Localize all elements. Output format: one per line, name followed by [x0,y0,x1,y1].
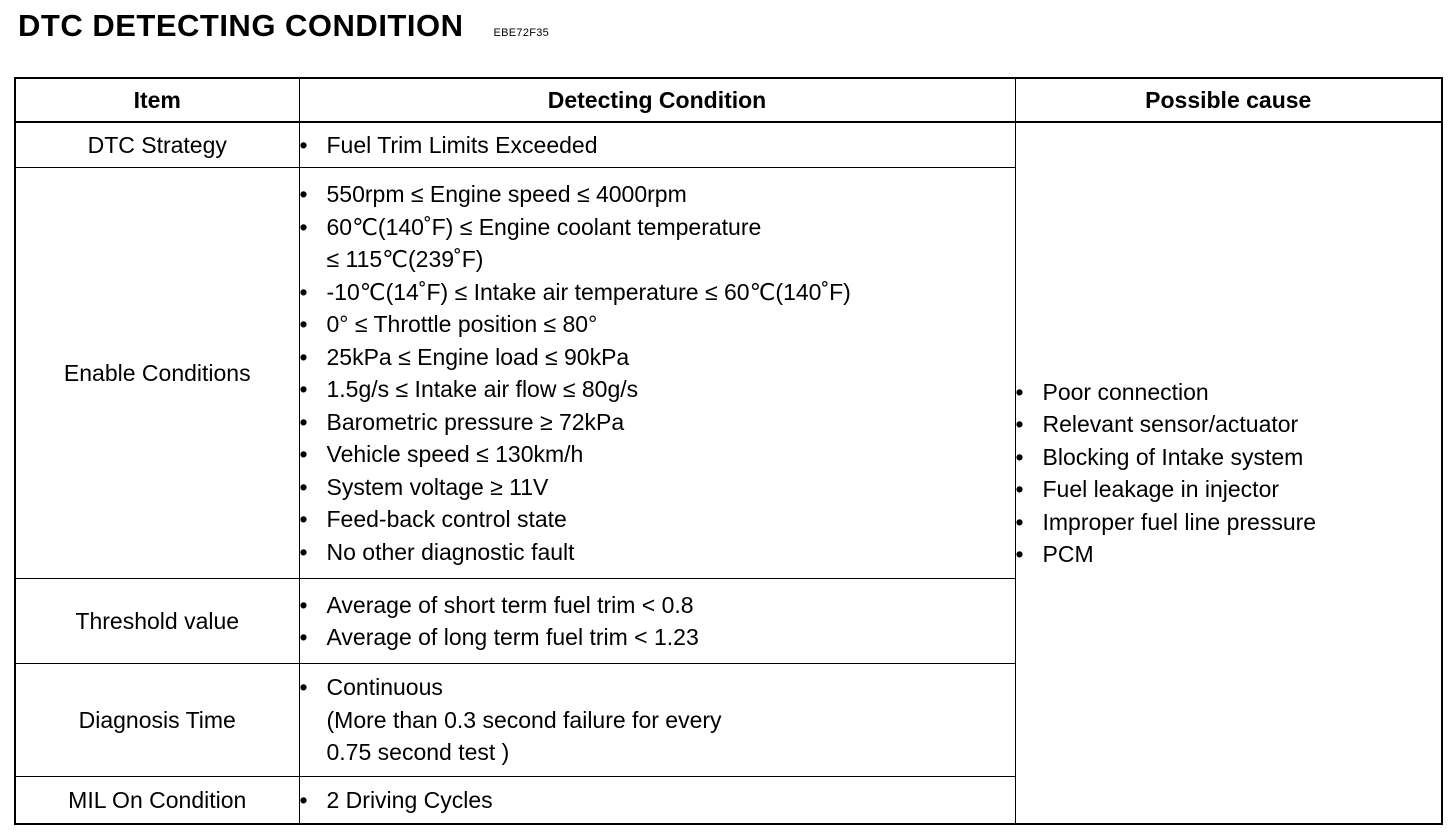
condition-line: • 60℃(140˚F) ≤ Engine coolant temperature [300,211,1015,244]
condition-diagnosis-time [299,664,1015,777]
condition-line: • -10℃(14˚F) ≤ Intake air temperature ≤ 60℃(140˚F) [300,276,1015,309]
condition-line: • System voltage ≥ 11V [300,471,1015,504]
page-title: DTC DETECTING CONDITION [18,8,464,43]
column-header-detecting-condition: Detecting Condition [299,78,1015,122]
condition-line: • Fuel Trim Limits Exceeded [300,129,1015,162]
condition-line: • Barometric pressure ≥ 72kPa [300,406,1015,439]
condition-line: • 550rpm ≤ Engine speed ≤ 4000rpm [300,178,1015,211]
page-header [18,8,549,44]
condition-line-continuation: ≤ 115℃(239˚F) [326,246,484,272]
item-dtc-strategy: DTC Strategy [15,122,299,168]
condition-line-continuation: 0.75 second test ) [326,739,510,766]
item-threshold-value: Threshold value [15,579,299,664]
document-code: EBE72F35 [493,27,550,39]
condition-line-continuation: (More than 0.3 second failure for every [326,706,722,733]
cause-item: • Poor connection [1016,376,1442,409]
condition-dtc-strategy [299,122,1015,168]
condition-line: • 2 Driving Cycles [300,784,1015,817]
condition-line: • Average of short term fuel trim < 0.8 [300,589,1015,622]
cause-item: • PCM [1016,538,1442,571]
condition-line: • Average of long term fuel trim < 1.23 [300,621,1015,654]
condition-line: • Continuous [300,671,1015,704]
condition-enable-conditions [299,168,1015,579]
condition-line: • 25kPa ≤ Engine load ≤ 90kPa [300,341,1015,374]
column-header-item: Item [15,78,299,122]
condition-line: • Vehicle speed ≤ 130km/h [300,438,1015,471]
condition-line: • No other diagnostic fault [300,536,1015,569]
cause-item: • Relevant sensor/actuator [1016,408,1442,441]
table-row-dtc-strategy [15,122,1442,168]
cause-item: • Blocking of Intake system [1016,441,1442,474]
table-header-row [15,78,1442,122]
cause-item: • Fuel leakage in injector [1016,473,1442,506]
item-diagnosis-time: Diagnosis Time [15,664,299,777]
condition-mil-on-condition [299,777,1015,825]
condition-threshold-value [299,579,1015,664]
possible-cause-cell [1015,122,1442,824]
condition-line: • 1.5g/s ≤ Intake air flow ≤ 80g/s [300,373,1015,406]
condition-line: • 0° ≤ Throttle position ≤ 80° [300,308,1015,341]
column-header-possible-cause: Possible cause [1015,78,1442,122]
cause-item: • Improper fuel line pressure [1016,506,1442,539]
item-mil-on-condition: MIL On Condition [15,777,299,825]
item-enable-conditions: Enable Conditions [15,168,299,579]
condition-line: • Feed-back control state [300,503,1015,536]
dtc-condition-table [14,77,1443,825]
